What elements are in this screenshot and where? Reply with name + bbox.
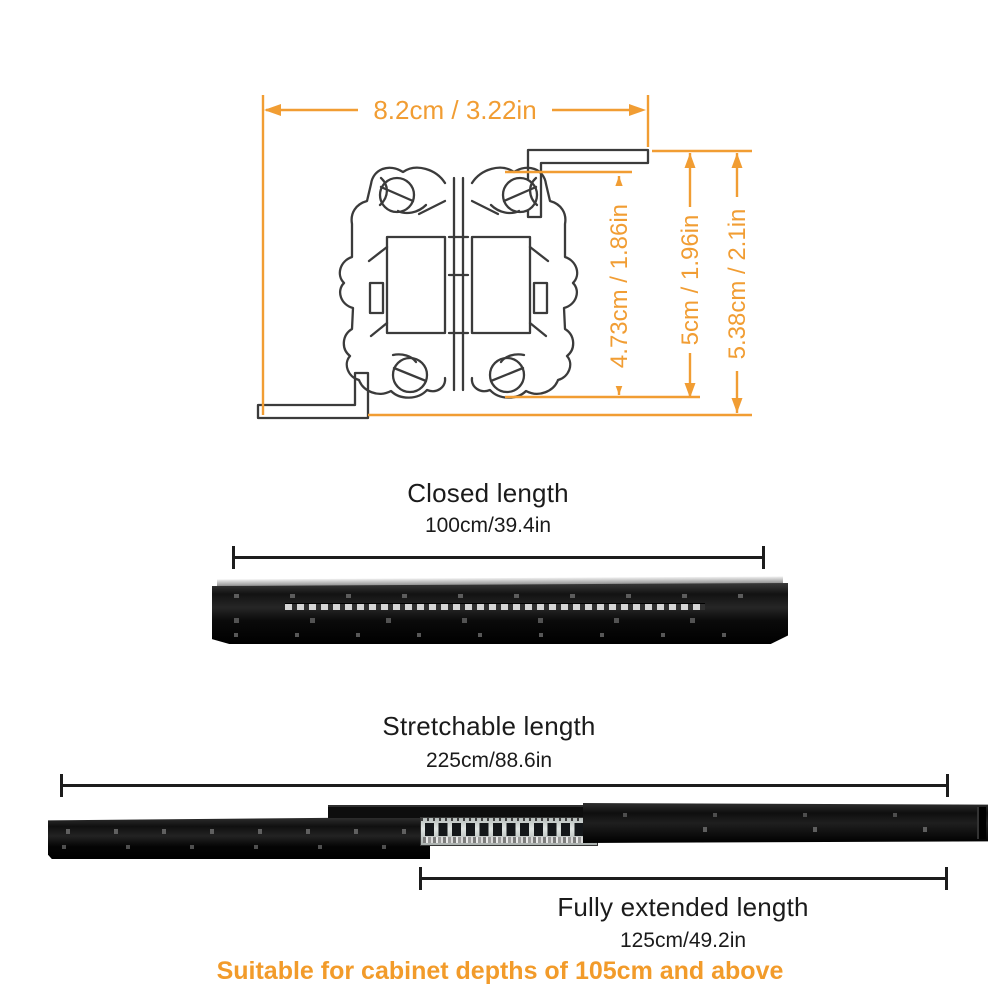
width-dimension-label: 8.2cm / 3.22in bbox=[373, 95, 537, 125]
rivet-row bbox=[623, 813, 962, 817]
inner-rail-segment bbox=[583, 803, 988, 843]
stretchable-length-value: 225cm/88.6in bbox=[425, 749, 553, 772]
rivet-row bbox=[234, 594, 766, 598]
closed-length-title: Closed length bbox=[407, 478, 569, 508]
stretchable-length-title: Stretchable length bbox=[382, 711, 596, 741]
cabinet-depth-note: Suitable for cabinet depths of 105cm and above bbox=[216, 957, 784, 985]
outer-height-label: 5.38cm / 2.1in bbox=[724, 208, 751, 360]
rail-body bbox=[212, 583, 788, 644]
extended-slide-photo bbox=[40, 800, 955, 880]
closed-length-dimension-line bbox=[232, 556, 765, 559]
slide-profile-drawing bbox=[258, 150, 648, 418]
retainer-windows bbox=[425, 823, 593, 836]
ball-retainer-strip bbox=[420, 817, 598, 846]
rivet-row bbox=[703, 827, 958, 832]
rivet-row bbox=[234, 633, 766, 637]
bottom-left-bracket bbox=[258, 373, 368, 418]
stretchable-length-dimension-line bbox=[60, 784, 949, 787]
drawer-member bbox=[387, 237, 445, 333]
retainer-pattern bbox=[423, 837, 595, 843]
rivet-row bbox=[62, 845, 416, 849]
outer-rail-segment bbox=[48, 817, 430, 859]
fully-extended-value: 125cm/49.2in bbox=[619, 929, 747, 952]
rivet-row bbox=[66, 829, 420, 834]
fully-extended-dimension-line bbox=[419, 877, 948, 880]
slide-cross-section-diagram bbox=[240, 85, 760, 445]
closed-length-value: 100cm/39.4in bbox=[424, 514, 552, 537]
rail-end-cap bbox=[977, 807, 986, 839]
middle-height-label: 5cm / 1.96in bbox=[677, 214, 704, 346]
retainer-serration bbox=[421, 818, 597, 821]
closed-slide-photo bbox=[212, 577, 788, 644]
fully-extended-title: Fully extended length bbox=[557, 892, 809, 922]
rivet-row bbox=[234, 618, 766, 623]
inner-height-label: 4.73cm / 1.86in bbox=[606, 203, 633, 369]
bearing-window bbox=[285, 603, 705, 610]
